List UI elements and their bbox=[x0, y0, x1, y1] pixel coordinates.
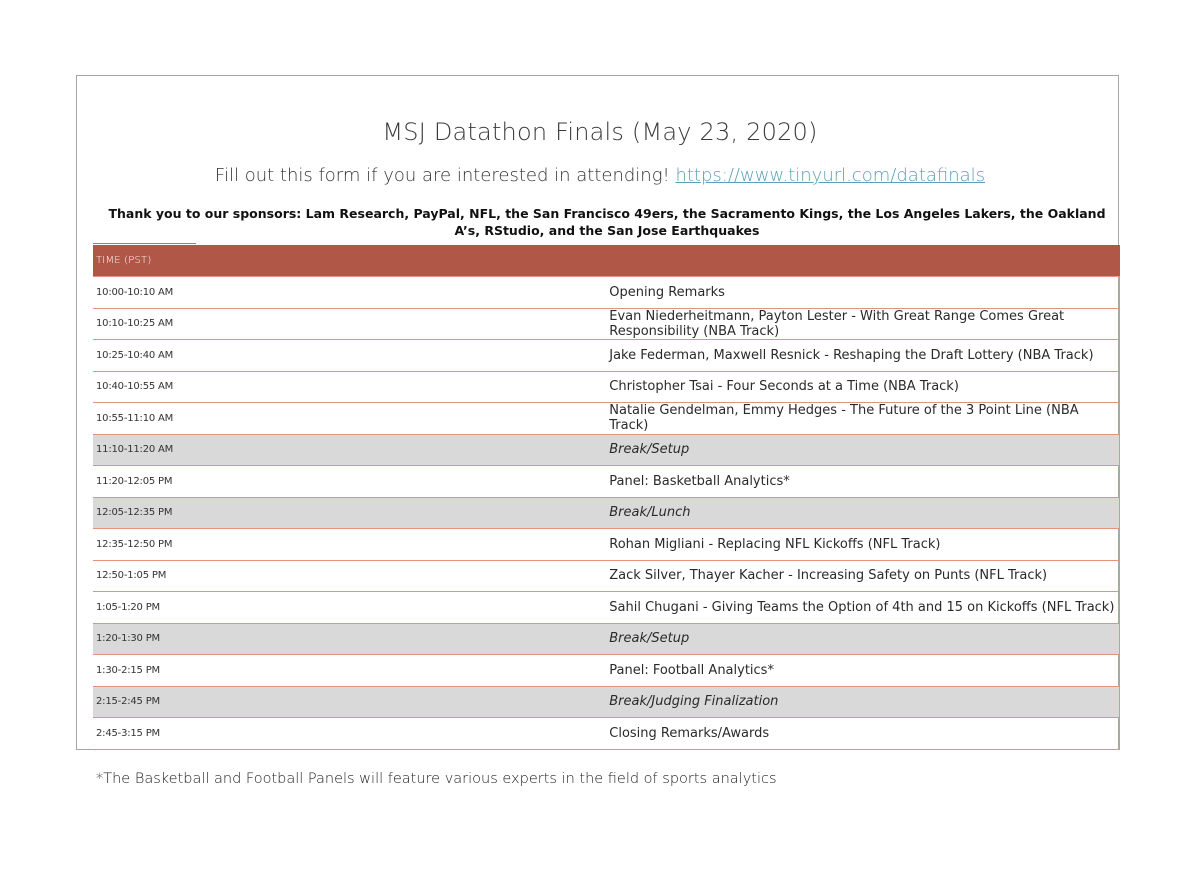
table-row bbox=[93, 655, 1120, 687]
table-header-row bbox=[93, 245, 1120, 277]
row-time: 1:30-2:15 PM bbox=[93, 655, 606, 687]
row-event: Panel: Football Analytics* bbox=[606, 655, 1119, 687]
header-rule bbox=[93, 243, 196, 244]
table-row bbox=[93, 340, 1120, 372]
row-event: Break/Lunch bbox=[606, 497, 1119, 529]
footnote: *The Basketball and Football Panels will feature various experts in the field of sports analytics bbox=[96, 771, 777, 787]
break-row bbox=[93, 686, 1120, 718]
break-row bbox=[93, 497, 1120, 529]
break-row bbox=[93, 434, 1120, 466]
row-time: 10:55-11:10 AM bbox=[93, 403, 606, 435]
row-event: Jake Federman, Maxwell Resnick - Reshaping the Draft Lottery (NBA Track) bbox=[606, 340, 1119, 372]
row-time: 12:35-12:50 PM bbox=[93, 529, 606, 561]
row-event: Opening Remarks bbox=[606, 277, 1119, 309]
table-row bbox=[93, 529, 1120, 561]
table-row bbox=[93, 308, 1120, 340]
row-event: Rohan Migliani - Replacing NFL Kickoffs (NFL Track) bbox=[606, 529, 1119, 561]
row-event: Break/Setup bbox=[606, 623, 1119, 655]
row-event: Christopher Tsai - Four Seconds at a Time (NBA Track) bbox=[606, 371, 1119, 403]
table-row bbox=[93, 403, 1120, 435]
row-event: Natalie Gendelman, Emmy Hedges - The Future of the 3 Point Line (NBA Track) bbox=[606, 403, 1119, 435]
row-event: Zack Silver, Thayer Kacher - Increasing Safety on Punts (NFL Track) bbox=[606, 560, 1119, 592]
column-header-time: TIME (PST) bbox=[93, 245, 1120, 277]
row-time: 11:10-11:20 AM bbox=[93, 434, 606, 466]
row-time: 10:25-10:40 AM bbox=[93, 340, 606, 372]
row-event: Panel: Basketball Analytics* bbox=[606, 466, 1119, 498]
row-time: 11:20-12:05 PM bbox=[93, 466, 606, 498]
row-time: 10:10-10:25 AM bbox=[93, 308, 606, 340]
row-time: 2:15-2:45 PM bbox=[93, 686, 606, 718]
row-time: 1:05-1:20 PM bbox=[93, 592, 606, 624]
row-time: 12:50-1:05 PM bbox=[93, 560, 606, 592]
row-event: Sahil Chugani - Giving Teams the Option of 4th and 15 on Kickoffs (NFL Track) bbox=[606, 592, 1119, 624]
sponsors-note: Thank you to our sponsors: Lam Research, PayPal, NFL, the San Francisco 49ers, the Sacramento Kings, the Los Angeles Lakers, the Oakland A’s, RStudio, and the San Jose Earthquakes bbox=[108, 206, 1106, 238]
table-row bbox=[93, 371, 1120, 403]
schedule-table bbox=[93, 245, 1120, 750]
subtitle-text: Fill out this form if you are interested in attending! bbox=[214, 165, 676, 186]
row-time: 2:45-3:15 PM bbox=[93, 718, 606, 750]
row-time: 10:40-10:55 AM bbox=[93, 371, 606, 403]
table-row bbox=[93, 560, 1120, 592]
signup-link[interactable]: https://www.tinyurl.com/datafinals bbox=[675, 165, 986, 186]
row-event: Break/Setup bbox=[606, 434, 1119, 466]
table-row bbox=[93, 592, 1120, 624]
row-event: Closing Remarks/Awards bbox=[606, 718, 1119, 750]
page-title: MSJ Datathon Finals (May 23, 2020) bbox=[382, 118, 818, 146]
row-time: 10:00-10:10 AM bbox=[93, 277, 606, 309]
subtitle bbox=[0, 165, 1200, 186]
row-event: Break/Judging Finalization bbox=[606, 686, 1119, 718]
table-row bbox=[93, 277, 1120, 309]
row-event: Evan Niederheitmann, Payton Lester - With Great Range Comes Great Responsibility (NBA Track) bbox=[606, 308, 1119, 340]
table-row bbox=[93, 466, 1120, 498]
break-row bbox=[93, 623, 1120, 655]
schedule-body bbox=[93, 277, 1120, 750]
row-time: 12:05-12:35 PM bbox=[93, 497, 606, 529]
table-row bbox=[93, 718, 1120, 750]
row-time: 1:20-1:30 PM bbox=[93, 623, 606, 655]
